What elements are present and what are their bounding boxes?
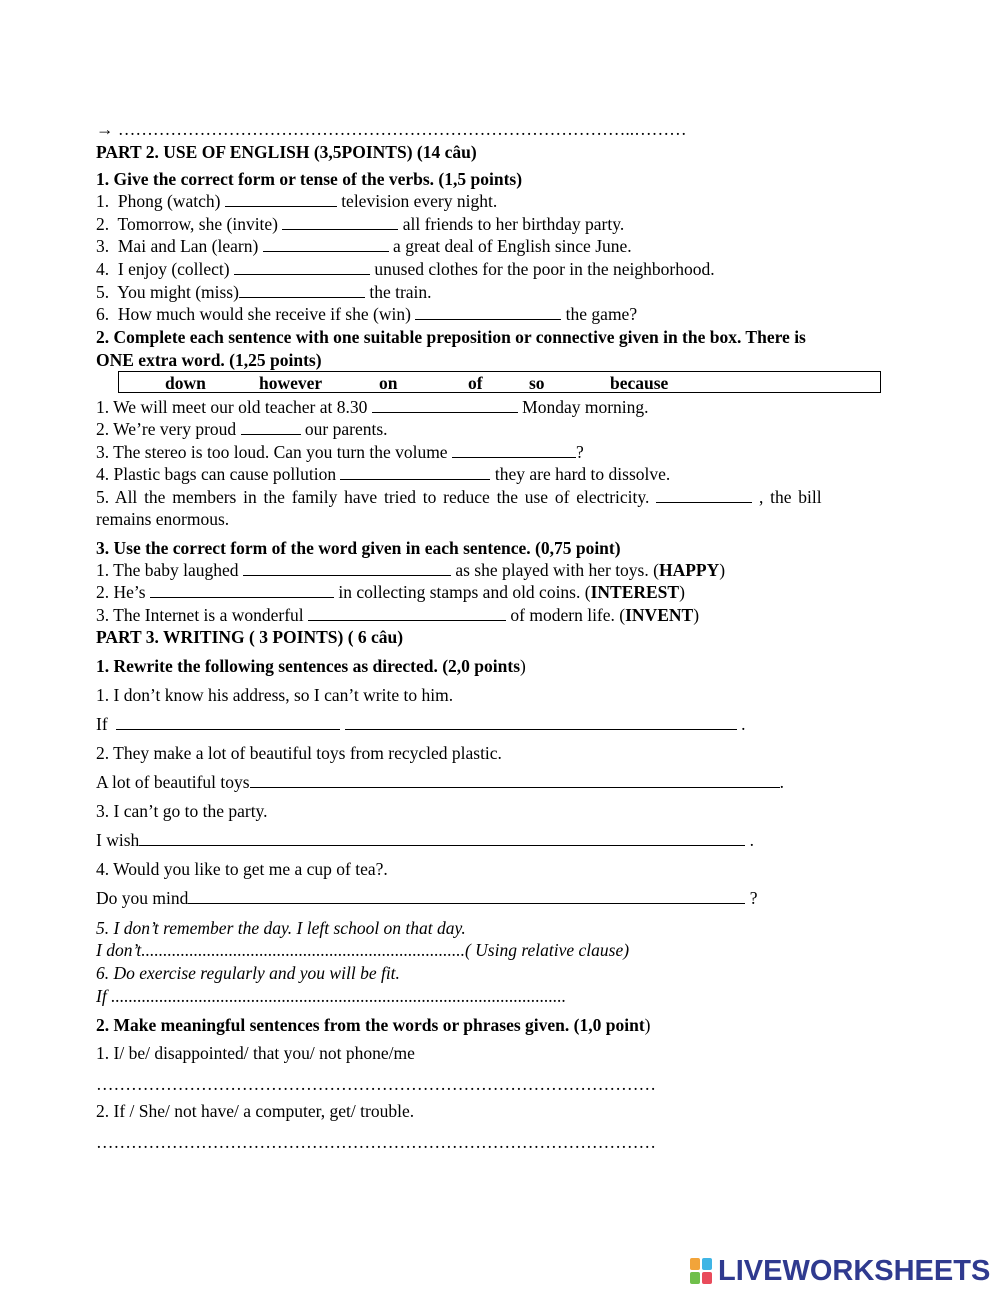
- answer-blank[interactable]: [250, 771, 780, 788]
- rewrite-a4: Do you mind ?: [96, 888, 758, 908]
- answer-blank[interactable]: [116, 713, 340, 730]
- rewrite-q2: 2. They make a lot of beautiful toys from recycled plastic.: [96, 743, 502, 763]
- answer-blank[interactable]: [452, 441, 576, 458]
- part2-s1-heading: 1. Give the correct form or tense of the verbs. (1,5 points): [96, 169, 523, 189]
- answer-blank[interactable]: [241, 418, 301, 435]
- part2-s2-heading: 2. Complete each sentence with one suitable preposition or connective given in the box. There is: [96, 327, 806, 347]
- rewrite-a1: If .: [96, 714, 746, 734]
- answer-blank[interactable]: [243, 559, 451, 576]
- logo-square-icon: [690, 1258, 700, 1270]
- prep-item-3: 3. The stereo is too loud. Can you turn the volume ?: [96, 442, 584, 462]
- verb-item-6: 6. How much would she receive if she (win) the game?: [96, 304, 638, 324]
- part2-title: PART 2. USE OF ENGLISH (3,5POINTS) (14 câu): [96, 142, 477, 162]
- answer-blank[interactable]: [282, 213, 398, 230]
- rewrite-q3: 3. I can’t go to the party.: [96, 801, 268, 821]
- answer-blank[interactable]: [188, 887, 745, 904]
- verb-item-1: 1. Phong (watch) television every night.: [96, 191, 498, 211]
- box-word-however: however: [259, 373, 323, 393]
- logo-square-icon: [702, 1258, 712, 1270]
- sentence-q2: 2. If / She/ not have/ a computer, get/ trouble.: [96, 1101, 415, 1121]
- answer-dots-line: → ……………………………………………………………………………..………: [96, 119, 687, 139]
- answer-blank[interactable]: [340, 463, 490, 480]
- rewrite-a2: A lot of beautiful toys .: [96, 772, 784, 792]
- rewrite-q6: 6. Do exercise regularly and you will be fit.: [96, 963, 400, 983]
- part3-s2-heading: 2. Make meaningful sentences from the words or phrases given. (1,0 point): [96, 1015, 651, 1035]
- answer-blank[interactable]: [345, 713, 737, 730]
- box-word-down: down: [165, 373, 206, 393]
- prep-item-2: 2. We’re very proud our parents.: [96, 419, 388, 439]
- rewrite-a6[interactable]: If ........................................................................................................: [96, 986, 567, 1006]
- answer-blank[interactable]: [415, 303, 561, 320]
- prep-item-5-cont: remains enormous.: [96, 509, 230, 529]
- verb-item-5: 5. You might (miss) the train.: [96, 282, 432, 302]
- word-form-item-1: 1. The baby laughed as she played with her toys. (HAPPY): [96, 560, 726, 580]
- logo-square-icon: [702, 1272, 712, 1284]
- verb-item-3: 3. Mai and Lan (learn) a great deal of English since June.: [96, 236, 632, 256]
- sentence-a1[interactable]: ……………………………………………………………………………………: [96, 1074, 656, 1094]
- answer-blank[interactable]: [234, 258, 370, 275]
- rewrite-q5: 5. I don’t remember the day. I left school on that day.: [96, 918, 466, 938]
- answer-blank[interactable]: [239, 281, 365, 298]
- liveworksheets-logo: [690, 1254, 990, 1288]
- answer-blank[interactable]: [225, 190, 337, 207]
- rewrite-a3: I wish .: [96, 830, 755, 850]
- prep-item-5: 5. All the members in the family have tried to reduce the use of electricity. , the bill: [96, 487, 822, 507]
- prep-item-1: 1. We will meet our old teacher at 8.30 Monday morning.: [96, 397, 649, 417]
- answer-blank[interactable]: [139, 829, 745, 846]
- word-box: [118, 371, 881, 393]
- answer-blank[interactable]: [372, 396, 518, 413]
- box-word-on: on: [379, 373, 398, 393]
- answer-blank[interactable]: [308, 604, 506, 621]
- logo-mark-icon: [690, 1258, 712, 1284]
- word-form-item-3: 3. The Internet is a wonderful of modern life. (INVENT): [96, 605, 700, 625]
- part3-s1-heading: 1. Rewrite the following sentences as directed. (2,0 points): [96, 656, 526, 676]
- answer-blank[interactable]: [150, 581, 334, 598]
- sentence-a2[interactable]: ……………………………………………………………………………………: [96, 1132, 656, 1152]
- rewrite-q1: 1. I don’t know his address, so I can’t write to him.: [96, 685, 454, 705]
- part2-s2-heading-cont: ONE extra word. (1,25 points): [96, 350, 322, 370]
- box-word-so: so: [529, 373, 545, 393]
- rewrite-a5[interactable]: I don’t..........................................................................( Using relative clause): [96, 940, 630, 960]
- logo-text: LIVEWORKSHEETS: [718, 1254, 991, 1287]
- answer-blank[interactable]: [656, 486, 752, 503]
- prep-item-4: 4. Plastic bags can cause pollution they are hard to dissolve.: [96, 464, 671, 484]
- verb-item-4: 4. I enjoy (collect) unused clothes for the poor in the neighborhood.: [96, 259, 715, 279]
- rewrite-q4: 4. Would you like to get me a cup of tea?.: [96, 859, 388, 879]
- verb-item-2: 2. Tomorrow, she (invite) all friends to her birthday party.: [96, 214, 625, 234]
- box-word-because: because: [610, 373, 669, 393]
- answer-blank[interactable]: [263, 235, 389, 252]
- sentence-q1: 1. I/ be/ disappointed/ that you/ not phone/me: [96, 1043, 415, 1063]
- part3-title: PART 3. WRITING ( 3 POINTS) ( 6 câu): [96, 627, 404, 647]
- word-form-item-2: 2. He’s in collecting stamps and old coins. (INTEREST): [96, 582, 685, 602]
- box-word-of: of: [468, 373, 483, 393]
- part2-s3-heading: 3. Use the correct form of the word given in each sentence. (0,75 point): [96, 538, 621, 558]
- logo-square-icon: [690, 1272, 700, 1284]
